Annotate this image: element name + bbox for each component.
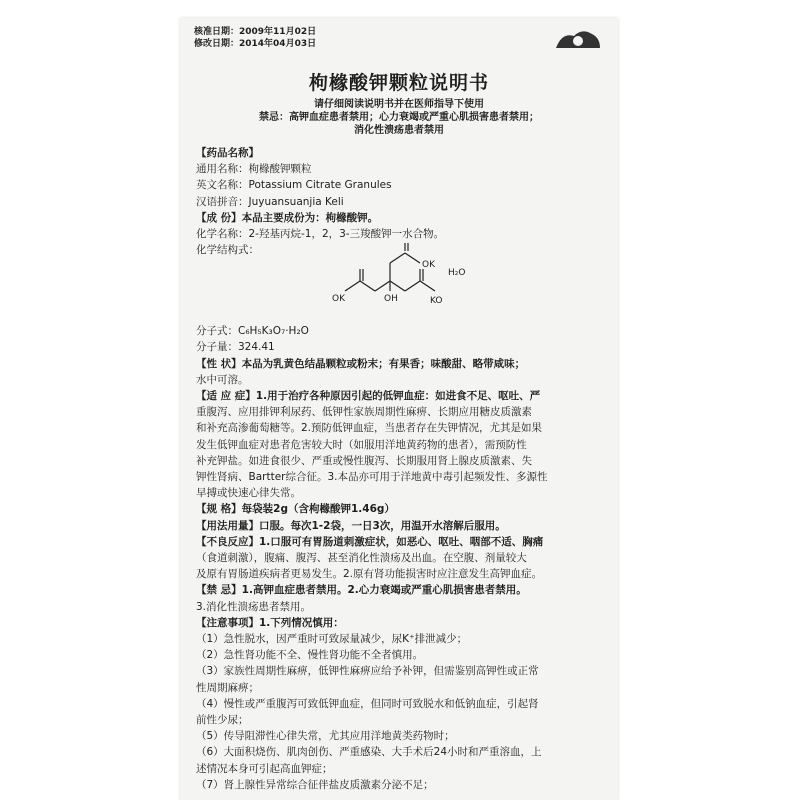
date-info bbox=[194, 26, 316, 50]
company-logo-icon bbox=[552, 26, 604, 54]
leaflet-line: 通用名称：枸橼酸钾颗粒 bbox=[196, 163, 312, 176]
leaflet-line: （7）肾上腺性异常综合征伴盐皮质激素分泌不足； bbox=[196, 778, 434, 791]
leaflet-line: 【适 应 症】1.用于治疗各种原因引起的低钾血症：如进食不足、呕吐、严 bbox=[196, 390, 541, 402]
approval-date: 核准日期：2009年11月02日 bbox=[194, 27, 317, 37]
structure-label-oh: OH bbox=[384, 294, 398, 304]
leaflet-line: 【成 份】本品主要成份为：枸橼酸钾。 bbox=[196, 211, 379, 224]
leaflet-line: 补充钾盐。如进食很少、严重或慢性腹泻、长期服用肾上腺皮质激素、失 bbox=[196, 454, 532, 467]
leaflet-line: 分子式：C₆H₅K₃O₇·H₂O bbox=[196, 325, 309, 338]
leaflet-line: 【禁 忌】1.高钾血症患者禁用。2.心力衰竭或严重心肌损害患者禁用。 bbox=[196, 584, 527, 597]
structure-label-ko: KO bbox=[430, 296, 443, 306]
leaflet-line: 述情况本身可引起高血钾症； bbox=[196, 762, 333, 775]
structure-label-ok1: OK bbox=[422, 260, 435, 270]
leaflet-line: 汉语拼音：Juyuansuanjia Keli bbox=[196, 195, 344, 208]
leaflet-line: 性周期麻痹； bbox=[196, 681, 259, 694]
leaflet-line: 【性 状】本品为乳黄色结晶颗粒或粉末；有果香；味酸甜、略带咸味； bbox=[196, 357, 526, 370]
revision-date: 修改日期：2014年04月03日 bbox=[194, 39, 317, 49]
leaflet-line: 钾性肾病、Bartter综合征。3.本品亦可用于洋地黄中毒引起频发性、多源性 bbox=[196, 471, 548, 483]
leaflet-line: （3）家族性周期性麻痹，低钾性麻痹应给予补钾，但需鉴别高钾性或正常 bbox=[196, 665, 539, 678]
structure-label-h2o: H₂O bbox=[448, 268, 466, 278]
leaflet-line: （6）大面积烧伤、肌肉创伤、严重感染、大手术后24小时和严重溶血，上 bbox=[196, 746, 542, 759]
leaflet-line: 发生低钾血症对患者危害较大时（如服用洋地黄药物的患者），需预防性 bbox=[196, 438, 527, 451]
leaflet-line: 早搏或快速心律失常。 bbox=[196, 487, 301, 500]
warning-line-1: 请仔细阅读说明书并在医师指导下使用 bbox=[314, 99, 484, 110]
leaflet-line: 英文名称：Potassium Citrate Granules bbox=[196, 179, 392, 192]
leaflet-line: 3.消化性溃疡患者禁用。 bbox=[196, 600, 312, 613]
leaflet-line: （2）急性肾功能不全、慢性肾功能不全者慎用。 bbox=[196, 649, 424, 662]
leaflet-line: 分子量：324.41 bbox=[196, 341, 275, 354]
leaflet-line: （5）传导阻滞性心律失常，尤其应用洋地黄类药物时； bbox=[196, 730, 455, 743]
leaflet-line: 【用法用量】口服。每次1-2袋，一日3次，用温开水溶解后服用。 bbox=[196, 519, 506, 532]
structure-label-ok2: OK bbox=[332, 294, 345, 304]
leaflet-line: 及原有胃肠道疾病者更易发生。2.原有肾功能损害时应注意发生高钾血症。 bbox=[196, 568, 543, 581]
leaflet-line: 前性少尿； bbox=[196, 714, 249, 726]
leaflet-line: 【规 格】每袋装2g（含枸橼酸钾1.46g） bbox=[196, 503, 395, 516]
instruction-leaflet bbox=[180, 18, 618, 800]
chemical-structure-diagram bbox=[330, 243, 480, 313]
leaflet-line: 【药品名称】 bbox=[196, 147, 259, 159]
leaflet-line: 化学名称：2-羟基丙烷-1，2，3-三羧酸钾一水合物。 bbox=[196, 228, 445, 240]
leaflet-line: 和补充高渗葡萄糖等。2.预防低钾血症，当患者存在失钾情况，尤其是如果 bbox=[196, 422, 543, 435]
leaflet-line: 【不良反应】1.口服可有胃肠道刺激症状，如恶心、呕吐、咽部不适、胸痛 bbox=[196, 535, 544, 548]
leaflet-line: 化学结构式： bbox=[196, 244, 259, 257]
leaflet-line: （1）急性脱水，因严重时可致尿量减少，尿K⁺排泄减少； bbox=[196, 633, 468, 645]
document-title: 枸橼酸钾颗粒说明书 bbox=[308, 72, 489, 94]
leaflet-line: 【注意事项】1.下列情况慎用： bbox=[196, 616, 344, 629]
leaflet-line: （食道刺激），腹痛、腹泻、甚至消化性溃疡及出血。在空腹、剂量较大 bbox=[196, 552, 527, 564]
leaflet-line: 重腹泻、应用排钾利尿药、低钾性家族周期性麻痹、长期应用糖皮质激素 bbox=[196, 406, 532, 419]
leaflet-line: 水中可溶。 bbox=[196, 373, 249, 386]
warning-line-2: 禁忌：高钾血症患者禁用；心力衰竭或严重心肌损害患者禁用； bbox=[259, 112, 539, 123]
leaflet-line: （4）慢性或严重腹泻可致低钾血症，但同时可致脱水和低钠血症，引起肾 bbox=[196, 697, 539, 710]
warning-line-3: 消化性溃疡患者禁用 bbox=[354, 125, 444, 136]
